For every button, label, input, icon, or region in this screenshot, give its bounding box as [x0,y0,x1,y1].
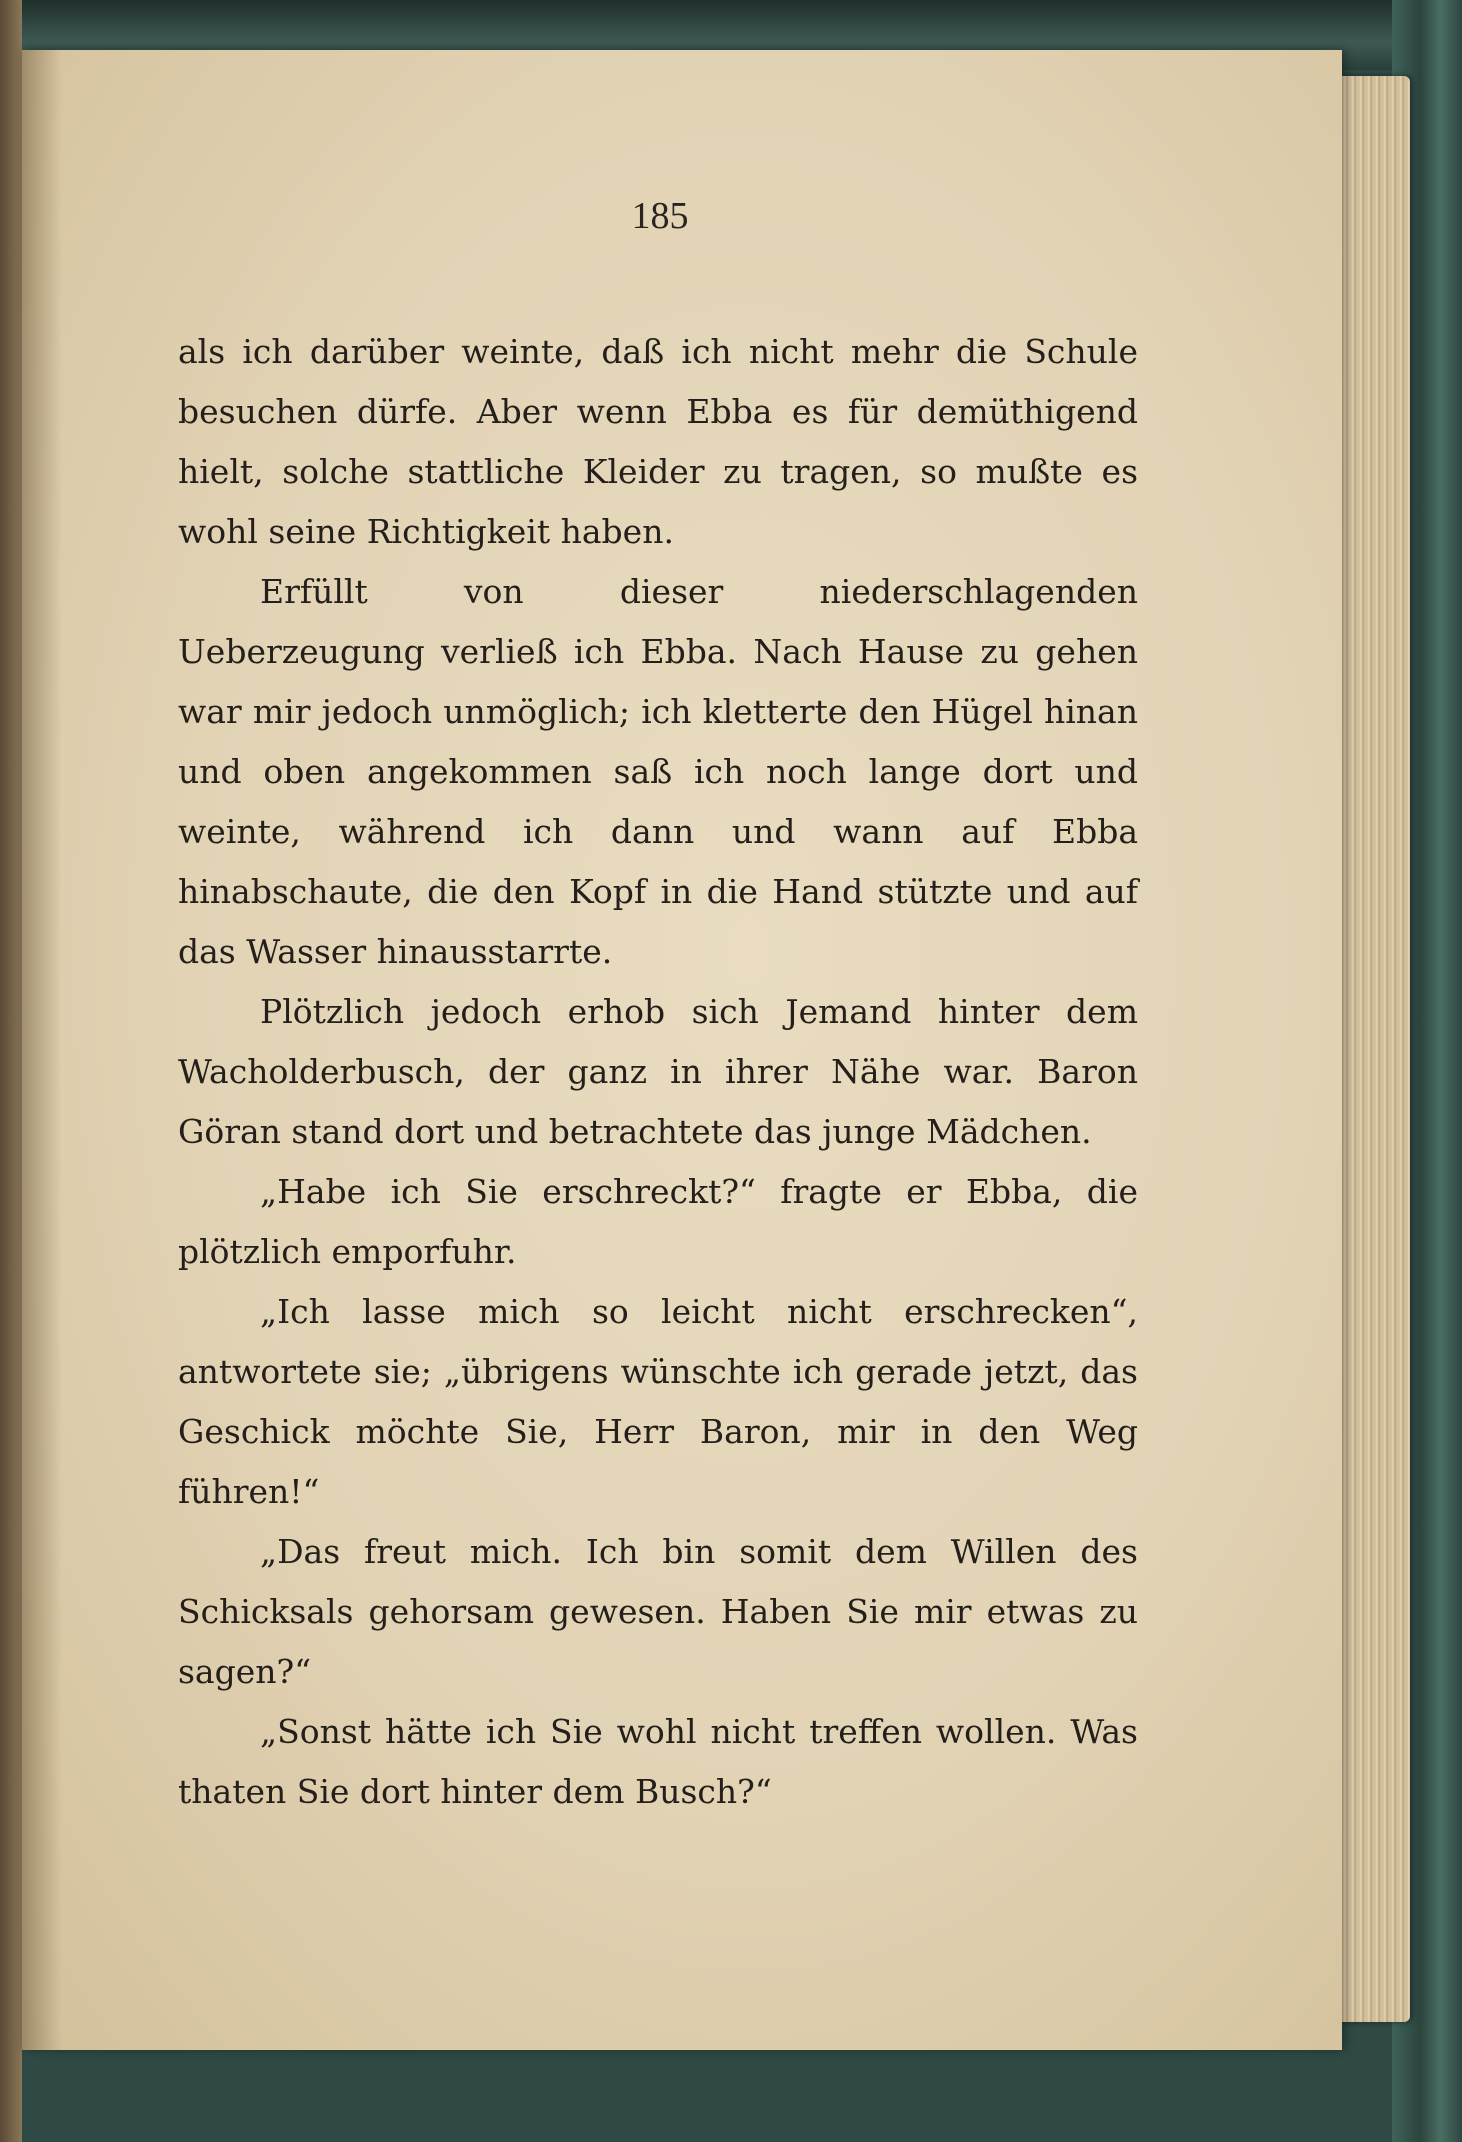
page-number: 185 [631,195,689,237]
paragraph: „Ich lasse mich so leicht nicht erschrecken“, antwortete sie; „übrigens wünschte ich gerade jetzt, das Geschick möchte Sie, Herr Baron, mir in den Weg führen!“ [178,1292,1138,1511]
paragraph: „Das freut mich. Ich bin somit dem Willen des Schicksals gehorsam gewesen. Haben Sie mir etwas zu sagen?“ [178,1532,1138,1691]
book-cover-left [0,0,22,2142]
page-body-text [178,322,1138,1822]
paragraph: Plötzlich jedoch erhob sich Jemand hinter dem Wacholderbusch, der ganz in ihrer Nähe war. Baron Göran stand dort und betrachtete das junge Mädchen. [178,992,1138,1151]
paragraph: Erfüllt von dieser niederschlagenden Ueberzeugung verließ ich Ebba. Nach Hause zu gehen war mir jedoch unmöglich; ich kletterte den Hügel hinan und oben angekommen saß ich noch lange dort und weinte, während ich dann und wann auf Ebba hinabschaute, die den Kopf in die Hand stützte und auf das Wasser hinausstarrte. [178,572,1138,971]
paragraph: „Habe ich Sie erschreckt?“ fragte er Ebba, die plötzlich emporfuhr. [178,1172,1138,1271]
page-gutter-shadow [22,50,62,2050]
paragraph: als ich darüber weinte, daß ich nicht mehr die Schule besuchen dürfe. Aber wenn Ebba es für demüthigend hielt, solche stattliche Kleider zu tragen, so mußte es wohl seine Richtigkeit haben. [178,332,1138,551]
paragraph: „Sonst hätte ich Sie wohl nicht treffen wollen. Was thaten Sie dort hinter dem Busch?“ [178,1712,1138,1811]
